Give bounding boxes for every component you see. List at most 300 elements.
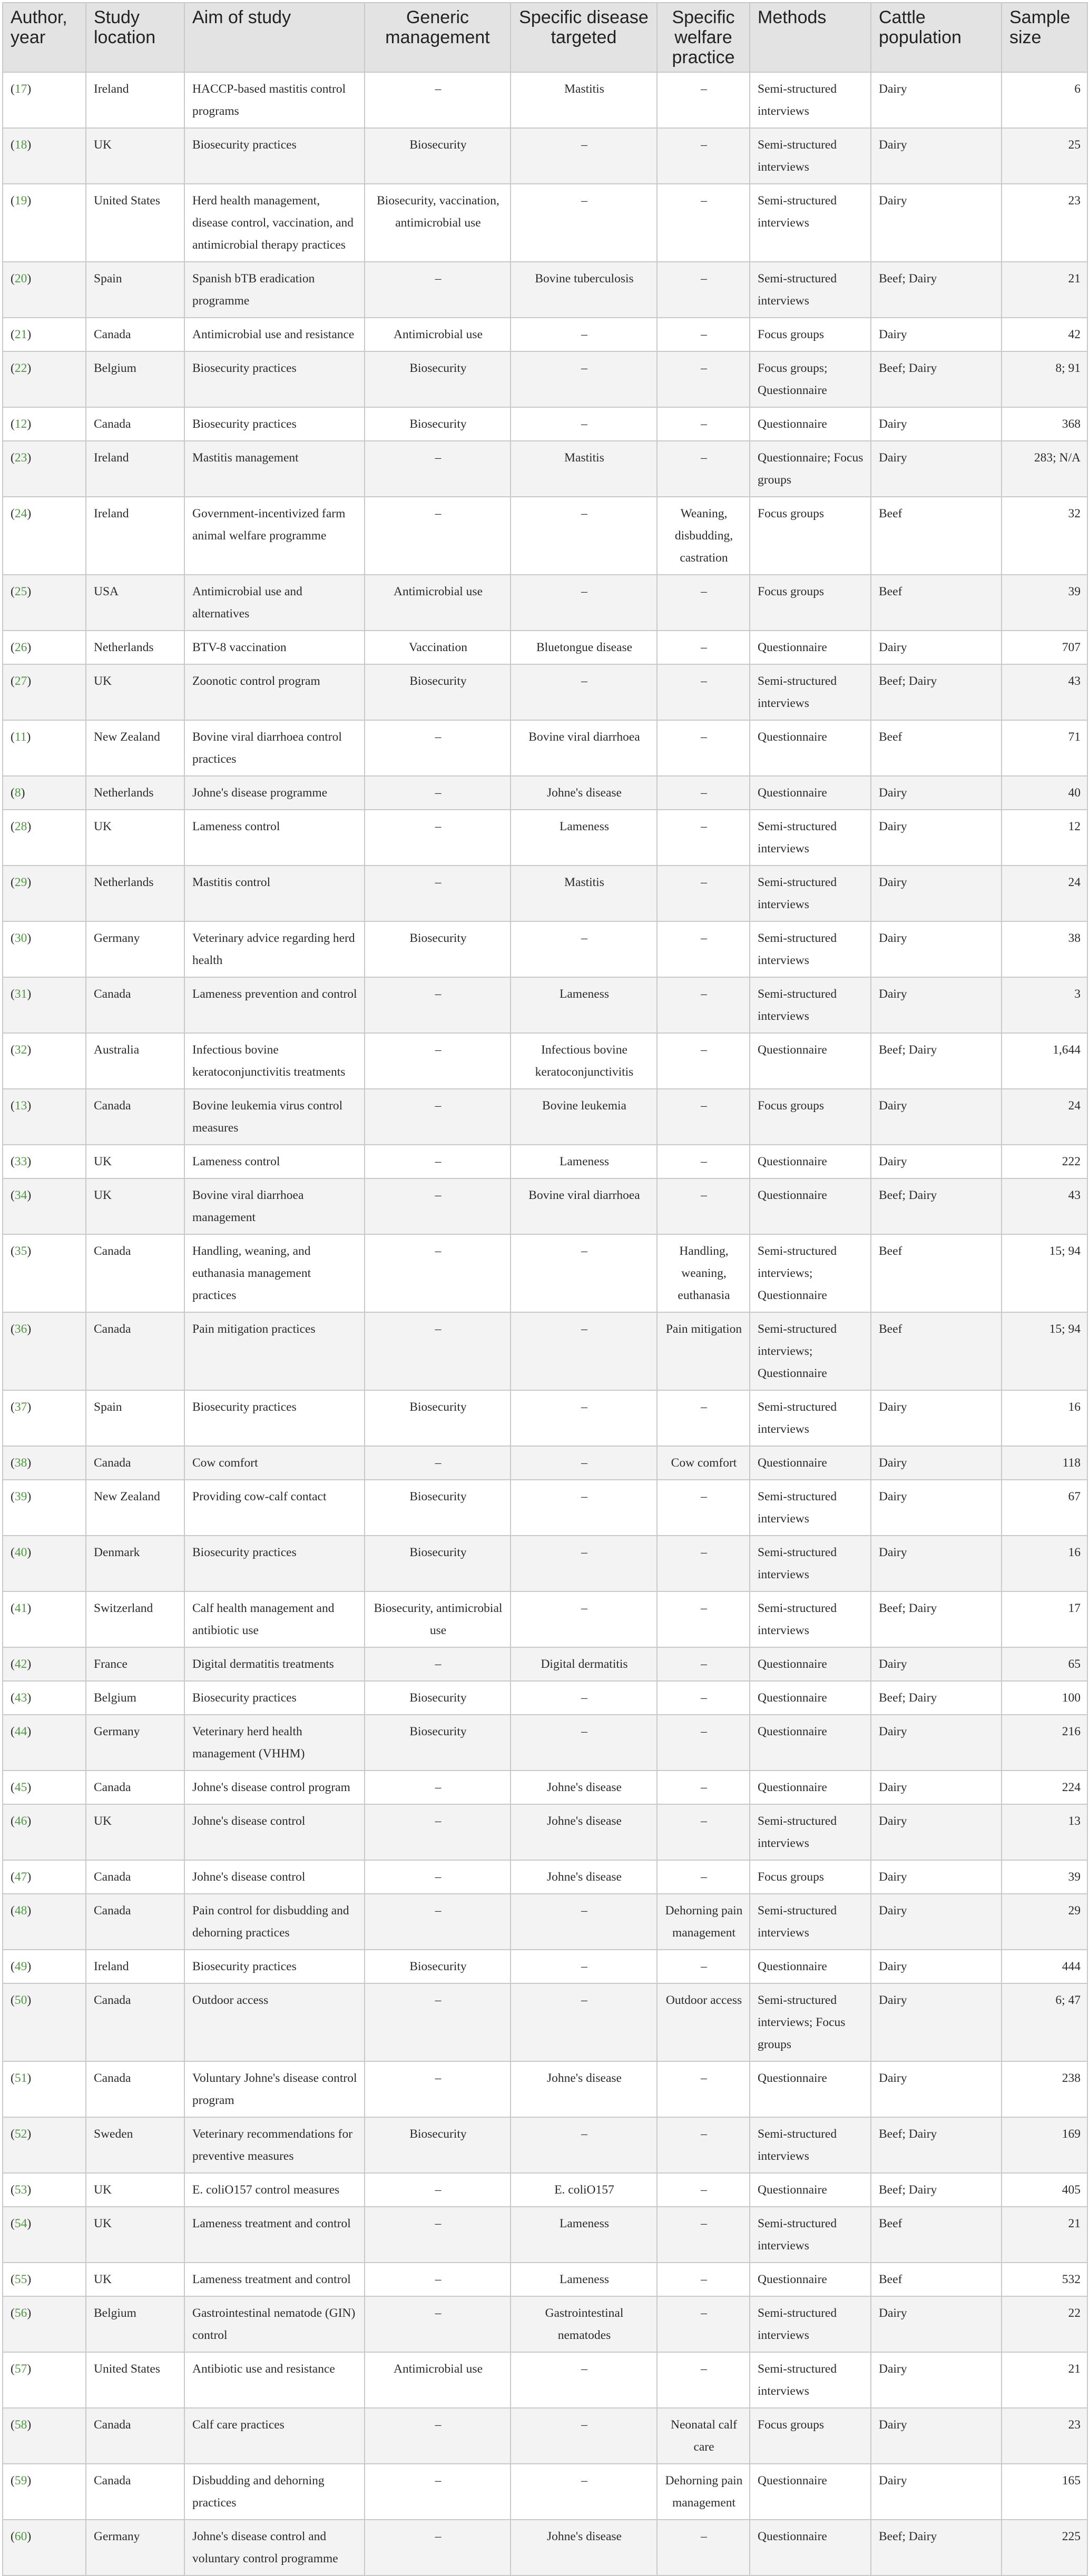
cell-aim: Lameness treatment and control [184,2263,365,2296]
table-row [3,1089,1087,1145]
cell-generic-management: Antimicrobial use [365,318,511,351]
cell-generic-management: – [365,2061,511,2117]
reference-link[interactable]: 22 [14,361,27,375]
cell-sample-size: 13 [1002,1804,1087,1860]
cell-specific-disease: Johne's disease [511,776,657,810]
cell-generic-management: Biosecurity [365,2117,511,2173]
reference-link[interactable]: 19 [14,194,27,208]
cell-reference: (27) [3,664,86,720]
cell-reference: (36) [3,1312,86,1390]
cell-specific-disease: – [511,1390,657,1446]
cell-study-location: Germany [86,921,184,977]
cell-cattle-population: Dairy [871,1771,1002,1804]
cell-sample-size: 532 [1002,2263,1087,2296]
cell-aim: Lameness prevention and control [184,977,365,1033]
cell-cattle-population: Beef [871,1234,1002,1312]
cell-study-location: Belgium [86,351,184,407]
cell-sample-size: 6 [1002,72,1087,128]
cell-generic-management: – [365,1145,511,1178]
cell-study-location: UK [86,1145,184,1178]
cell-reference: (22) [3,351,86,407]
cell-sample-size: 3 [1002,977,1087,1033]
cell-specific-disease: Bovine viral diarrhoea [511,720,657,776]
cell-specific-welfare: – [657,184,750,262]
cell-cattle-population: Beef; Dairy [871,2173,1002,2207]
cell-study-location: Germany [86,1715,184,1771]
cell-methods: Questionnaire [750,1178,871,1234]
reference-link[interactable]: 56 [14,2306,27,2320]
table-row [3,1234,1087,1312]
cell-generic-management: Biosecurity [365,1715,511,1771]
cell-aim: Lameness treatment and control [184,2207,365,2263]
cell-generic-management: – [365,1804,511,1860]
reference-link[interactable]: 48 [14,1904,27,1918]
cell-sample-size: 32 [1002,497,1087,575]
cell-generic-management: – [365,2263,511,2296]
cell-sample-size: 405 [1002,2173,1087,2207]
reference-link[interactable]: 27 [14,674,27,688]
cell-sample-size: 6; 47 [1002,1983,1087,2061]
cell-aim: Mastitis management [184,441,365,497]
cell-specific-welfare: – [657,776,750,810]
cell-cattle-population: Dairy [871,776,1002,810]
reference-link[interactable]: 18 [14,138,27,152]
cell-specific-welfare: – [657,1145,750,1178]
table-row [3,351,1087,407]
reference-link[interactable]: 25 [14,585,27,598]
cell-sample-size: 8; 91 [1002,351,1087,407]
cell-sample-size: 29 [1002,1894,1087,1950]
reference-link[interactable]: 36 [14,1322,27,1336]
cell-study-location: UK [86,2173,184,2207]
reference-link[interactable]: 20 [14,272,27,286]
cell-study-location: Canada [86,407,184,441]
cell-specific-welfare: – [657,921,750,977]
col-header-study-location: Study location [86,3,184,72]
cell-methods: Semi-structured interviews [750,664,871,720]
cell-reference: (46) [3,1804,86,1860]
cell-generic-management: – [365,1860,511,1894]
cell-generic-management: – [365,1089,511,1145]
cell-reference: (51) [3,2061,86,2117]
reference-link[interactable]: 28 [14,820,27,833]
cell-specific-welfare: – [657,128,750,184]
cell-specific-disease: Johne's disease [511,1804,657,1860]
cell-generic-management: – [365,497,511,575]
reference-link[interactable]: 17 [14,82,27,96]
reference-link[interactable]: 30 [14,931,27,945]
reference-link[interactable]: 24 [14,507,27,520]
cell-reference: (11) [3,720,86,776]
cell-cattle-population: Dairy [871,1715,1002,1771]
cell-specific-disease: – [511,2352,657,2408]
reference-link[interactable]: 42 [14,1657,27,1671]
reference-link[interactable]: 50 [14,1993,27,2007]
reference-link[interactable]: 59 [14,2474,27,2487]
cell-specific-disease: Lameness [511,2207,657,2263]
table-row [3,977,1087,1033]
cell-generic-management: Biosecurity [365,664,511,720]
cell-methods: Questionnaire [750,1681,871,1715]
cell-study-location: New Zealand [86,720,184,776]
reference-link[interactable]: 37 [14,1400,27,1414]
cell-cattle-population: Dairy [871,1390,1002,1446]
cell-study-location: Netherlands [86,631,184,664]
reference-link[interactable]: 31 [14,987,27,1001]
cell-generic-management: – [365,262,511,318]
reference-link[interactable]: 44 [14,1725,27,1738]
cell-aim: Johne's disease control and voluntary control programme [184,2520,365,2575]
table-row [3,2408,1087,2464]
cell-sample-size: 100 [1002,1681,1087,1715]
cell-methods: Semi-structured interviews [750,72,871,128]
cell-generic-management: Biosecurity [365,407,511,441]
cell-cattle-population: Dairy [871,318,1002,351]
cell-specific-welfare: – [657,1715,750,1771]
table-row [3,72,1087,128]
cell-methods: Focus groups [750,1089,871,1145]
reference-link[interactable]: 54 [14,2217,27,2230]
cell-specific-welfare: – [657,441,750,497]
reference-link[interactable]: 45 [14,1781,27,1794]
cell-cattle-population: Dairy [871,2352,1002,2408]
cell-aim: Biosecurity practices [184,1681,365,1715]
cell-generic-management: – [365,977,511,1033]
cell-methods: Semi-structured interviews [750,2117,871,2173]
cell-study-location: Denmark [86,1536,184,1591]
header-row [3,3,1087,72]
cell-aim: Biosecurity practices [184,407,365,441]
cell-aim: Handling, weaning, and euthanasia management practices [184,1234,365,1312]
cell-reference: (23) [3,441,86,497]
cell-specific-welfare: – [657,1178,750,1234]
cell-aim: Calf care practices [184,2408,365,2464]
cell-methods: Questionnaire [750,2464,871,2520]
cell-generic-management: – [365,1033,511,1089]
cell-methods: Questionnaire [750,1771,871,1804]
reference-link[interactable]: 52 [14,2127,27,2141]
cell-study-location: UK [86,664,184,720]
cell-specific-disease: Johne's disease [511,1860,657,1894]
cell-study-location: Canada [86,1234,184,1312]
cell-specific-disease: – [511,575,657,631]
cell-reference: (18) [3,128,86,184]
cell-study-location: USA [86,575,184,631]
cell-cattle-population: Dairy [871,631,1002,664]
cell-sample-size: 165 [1002,2464,1087,2520]
cell-aim: Gastrointestinal nematode (GIN) control [184,2296,365,2352]
cell-methods: Semi-structured interviews [750,1591,871,1647]
cell-generic-management: Vaccination [365,631,511,664]
table-row [3,2173,1087,2207]
cell-methods: Questionnaire [750,776,871,810]
cell-generic-management: Biosecurity [365,1950,511,1983]
cell-specific-disease: – [511,1234,657,1312]
reference-link[interactable]: 49 [14,1960,27,1973]
table-row [3,1681,1087,1715]
cell-specific-disease: Lameness [511,810,657,866]
cell-specific-welfare: Dehorning pain management [657,1894,750,1950]
cell-cattle-population: Beef [871,575,1002,631]
cell-specific-disease: Bovine viral diarrhoea [511,1178,657,1234]
cell-sample-size: 17 [1002,1591,1087,1647]
cell-specific-disease: Bovine tuberculosis [511,262,657,318]
cell-reference: (47) [3,1860,86,1894]
cell-cattle-population: Beef [871,1312,1002,1390]
cell-study-location: Canada [86,2408,184,2464]
table-row [3,2263,1087,2296]
cell-specific-disease: – [511,1480,657,1536]
reference-link[interactable]: 51 [14,2071,27,2085]
table-row [3,810,1087,866]
cell-sample-size: 23 [1002,184,1087,262]
cell-cattle-population: Dairy [871,2408,1002,2464]
cell-aim: Bovine viral diarrhoea control practices [184,720,365,776]
cell-aim: Lameness control [184,810,365,866]
col-header-generic-management: Generic management [365,3,511,72]
reference-link[interactable]: 32 [14,1043,27,1057]
cell-cattle-population: Beef [871,497,1002,575]
cell-aim: E. coliO157 control measures [184,2173,365,2207]
table-row [3,128,1087,184]
cell-specific-welfare: – [657,318,750,351]
cell-generic-management: Antimicrobial use [365,2352,511,2408]
reference-link[interactable]: 13 [14,1099,27,1113]
cell-sample-size: 24 [1002,1089,1087,1145]
cell-generic-management: – [365,1178,511,1234]
reference-link[interactable]: 21 [14,328,27,341]
cell-aim: Lameness control [184,1145,365,1178]
cell-aim: Herd health management, disease control, vaccination, and antimicrobial therapy practices [184,184,365,262]
cell-specific-disease: Infectious bovine keratoconjunctivitis [511,1033,657,1089]
cell-aim: Outdoor access [184,1983,365,2061]
table-body [3,72,1087,2575]
reference-link[interactable]: 39 [14,1490,27,1503]
reference-link[interactable]: 23 [14,451,27,465]
table-row [3,1983,1087,2061]
reference-link[interactable]: 43 [14,1691,27,1705]
reference-link[interactable]: 58 [14,2418,27,2432]
reference-link[interactable]: 41 [14,1601,27,1615]
cell-sample-size: 118 [1002,1446,1087,1480]
cell-specific-disease: – [511,1591,657,1647]
cell-study-location: Ireland [86,72,184,128]
reference-link[interactable]: 34 [14,1188,27,1202]
reference-link[interactable]: 55 [14,2273,27,2286]
cell-specific-disease: – [511,1536,657,1591]
cell-sample-size: 39 [1002,1860,1087,1894]
cell-reference: (8) [3,776,86,810]
cell-reference: (59) [3,2464,86,2520]
cell-specific-welfare: – [657,1681,750,1715]
cell-reference: (26) [3,631,86,664]
cell-specific-welfare: – [657,1033,750,1089]
table-row [3,1536,1087,1591]
cell-sample-size: 43 [1002,664,1087,720]
cell-study-location: Canada [86,1983,184,2061]
table-row [3,441,1087,497]
cell-aim: Biosecurity practices [184,1950,365,1983]
cell-reference: (50) [3,1983,86,2061]
reference-link[interactable]: 53 [14,2183,27,2197]
cell-sample-size: 39 [1002,575,1087,631]
table-row [3,776,1087,810]
cell-study-location: Netherlands [86,776,184,810]
table-row [3,1715,1087,1771]
cell-generic-management: – [365,2173,511,2207]
cell-study-location: Canada [86,1894,184,1950]
cell-aim: Cow comfort [184,1446,365,1480]
cell-cattle-population: Beef; Dairy [871,351,1002,407]
cell-sample-size: 283; N/A [1002,441,1087,497]
reference-link[interactable]: 33 [14,1155,27,1168]
cell-cattle-population: Beef; Dairy [871,262,1002,318]
cell-study-location: Sweden [86,2117,184,2173]
cell-reference: (42) [3,1647,86,1681]
cell-specific-disease: Mastitis [511,72,657,128]
cell-study-location: UK [86,2263,184,2296]
col-header-cattle-population: Cattle population [871,3,1002,72]
cell-study-location: Canada [86,318,184,351]
cell-study-location: Canada [86,2464,184,2520]
cell-reference: (20) [3,262,86,318]
reference-link[interactable]: 11 [14,730,27,744]
cell-reference: (49) [3,1950,86,1983]
cell-cattle-population: Beef [871,2207,1002,2263]
cell-cattle-population: Dairy [871,184,1002,262]
cell-specific-welfare: – [657,2207,750,2263]
cell-sample-size: 25 [1002,128,1087,184]
reference-link[interactable]: 8 [14,786,21,800]
cell-sample-size: 222 [1002,1145,1087,1178]
cell-aim: Mastitis control [184,866,365,921]
table-row [3,2061,1087,2117]
table-row [3,262,1087,318]
table-row [3,575,1087,631]
cell-cattle-population: Dairy [871,1894,1002,1950]
cell-cattle-population: Dairy [871,1446,1002,1480]
cell-sample-size: 22 [1002,2296,1087,2352]
cell-specific-disease: Johne's disease [511,2520,657,2575]
cell-study-location: Germany [86,2520,184,2575]
cell-aim: Zoonotic control program [184,664,365,720]
cell-methods: Questionnaire [750,720,871,776]
cell-reference: (32) [3,1033,86,1089]
reference-link[interactable]: 29 [14,876,27,889]
cell-sample-size: 16 [1002,1390,1087,1446]
cell-specific-disease: Lameness [511,2263,657,2296]
table-row [3,921,1087,977]
cell-specific-disease: Johne's disease [511,1771,657,1804]
cell-aim: Calf health management and antibiotic use [184,1591,365,1647]
cell-study-location: Belgium [86,2296,184,2352]
cell-specific-welfare: Cow comfort [657,1446,750,1480]
cell-study-location: Switzerland [86,1591,184,1647]
cell-specific-disease: – [511,1312,657,1390]
cell-reference: (40) [3,1536,86,1591]
table-row [3,2464,1087,2520]
cell-sample-size: 15; 94 [1002,1234,1087,1312]
cell-reference: (35) [3,1234,86,1312]
cell-generic-management: Biosecurity [365,128,511,184]
cell-sample-size: 21 [1002,2352,1087,2408]
reference-link[interactable]: 60 [14,2530,27,2543]
cell-specific-welfare: Dehorning pain management [657,2464,750,2520]
cell-specific-disease: Gastrointestinal nematodes [511,2296,657,2352]
reference-link[interactable]: 26 [14,641,27,654]
cell-reference: (17) [3,72,86,128]
cell-study-location: Ireland [86,1950,184,1983]
cell-study-location: Canada [86,2061,184,2117]
cell-cattle-population: Dairy [871,2061,1002,2117]
cell-specific-welfare: Handling, weaning, euthanasia [657,1234,750,1312]
cell-aim: Pain mitigation practices [184,1312,365,1390]
cell-cattle-population: Dairy [871,1804,1002,1860]
cell-specific-disease: – [511,664,657,720]
cell-aim: Veterinary advice regarding herd health [184,921,365,977]
cell-cattle-population: Dairy [871,128,1002,184]
cell-reference: (21) [3,318,86,351]
cell-methods: Semi-structured interviews [750,262,871,318]
cell-specific-disease: E. coliO157 [511,2173,657,2207]
cell-specific-welfare: – [657,407,750,441]
cell-methods: Semi-structured interviews [750,128,871,184]
cell-cattle-population: Beef; Dairy [871,1178,1002,1234]
reference-link[interactable]: 40 [14,1546,27,1559]
table-row [3,1804,1087,1860]
reference-link[interactable]: 46 [14,1814,27,1828]
reference-link[interactable]: 57 [14,2362,27,2376]
cell-cattle-population: Dairy [871,2464,1002,2520]
cell-reference: (31) [3,977,86,1033]
cell-specific-disease: – [511,2117,657,2173]
reference-link[interactable]: 12 [14,417,27,431]
cell-generic-management: Biosecurity [365,921,511,977]
cell-specific-welfare: – [657,810,750,866]
cell-sample-size: 23 [1002,2408,1087,2464]
table-row [3,497,1087,575]
cell-study-location: Canada [86,977,184,1033]
cell-methods: Semi-structured interviews [750,977,871,1033]
cell-generic-management: – [365,2520,511,2575]
cell-cattle-population: Dairy [871,2296,1002,2352]
cell-aim: HACCP-based mastitis control programs [184,72,365,128]
cell-reference: (41) [3,1591,86,1647]
cell-specific-disease: – [511,1983,657,2061]
cell-generic-management: – [365,441,511,497]
cell-aim: Biosecurity practices [184,1390,365,1446]
cell-specific-welfare: – [657,720,750,776]
cell-generic-management: Biosecurity [365,1480,511,1536]
cell-sample-size: 43 [1002,1178,1087,1234]
reference-link[interactable]: 35 [14,1244,27,1258]
reference-link[interactable]: 47 [14,1870,27,1884]
cell-study-location: France [86,1647,184,1681]
cell-methods: Semi-structured interviews [750,1536,871,1591]
reference-link[interactable]: 38 [14,1456,27,1470]
cell-specific-welfare: – [657,664,750,720]
col-header-specific-welfare: Specific welfare practice [657,3,750,72]
cell-specific-welfare: – [657,351,750,407]
cell-cattle-population: Beef; Dairy [871,2520,1002,2575]
cell-study-location: Canada [86,1860,184,1894]
cell-study-location: UK [86,1178,184,1234]
cell-methods: Semi-structured interviews [750,2352,871,2408]
cell-specific-disease: – [511,1715,657,1771]
table-row [3,2520,1087,2575]
cell-methods: Questionnaire [750,1715,871,1771]
cell-generic-management: – [365,2296,511,2352]
